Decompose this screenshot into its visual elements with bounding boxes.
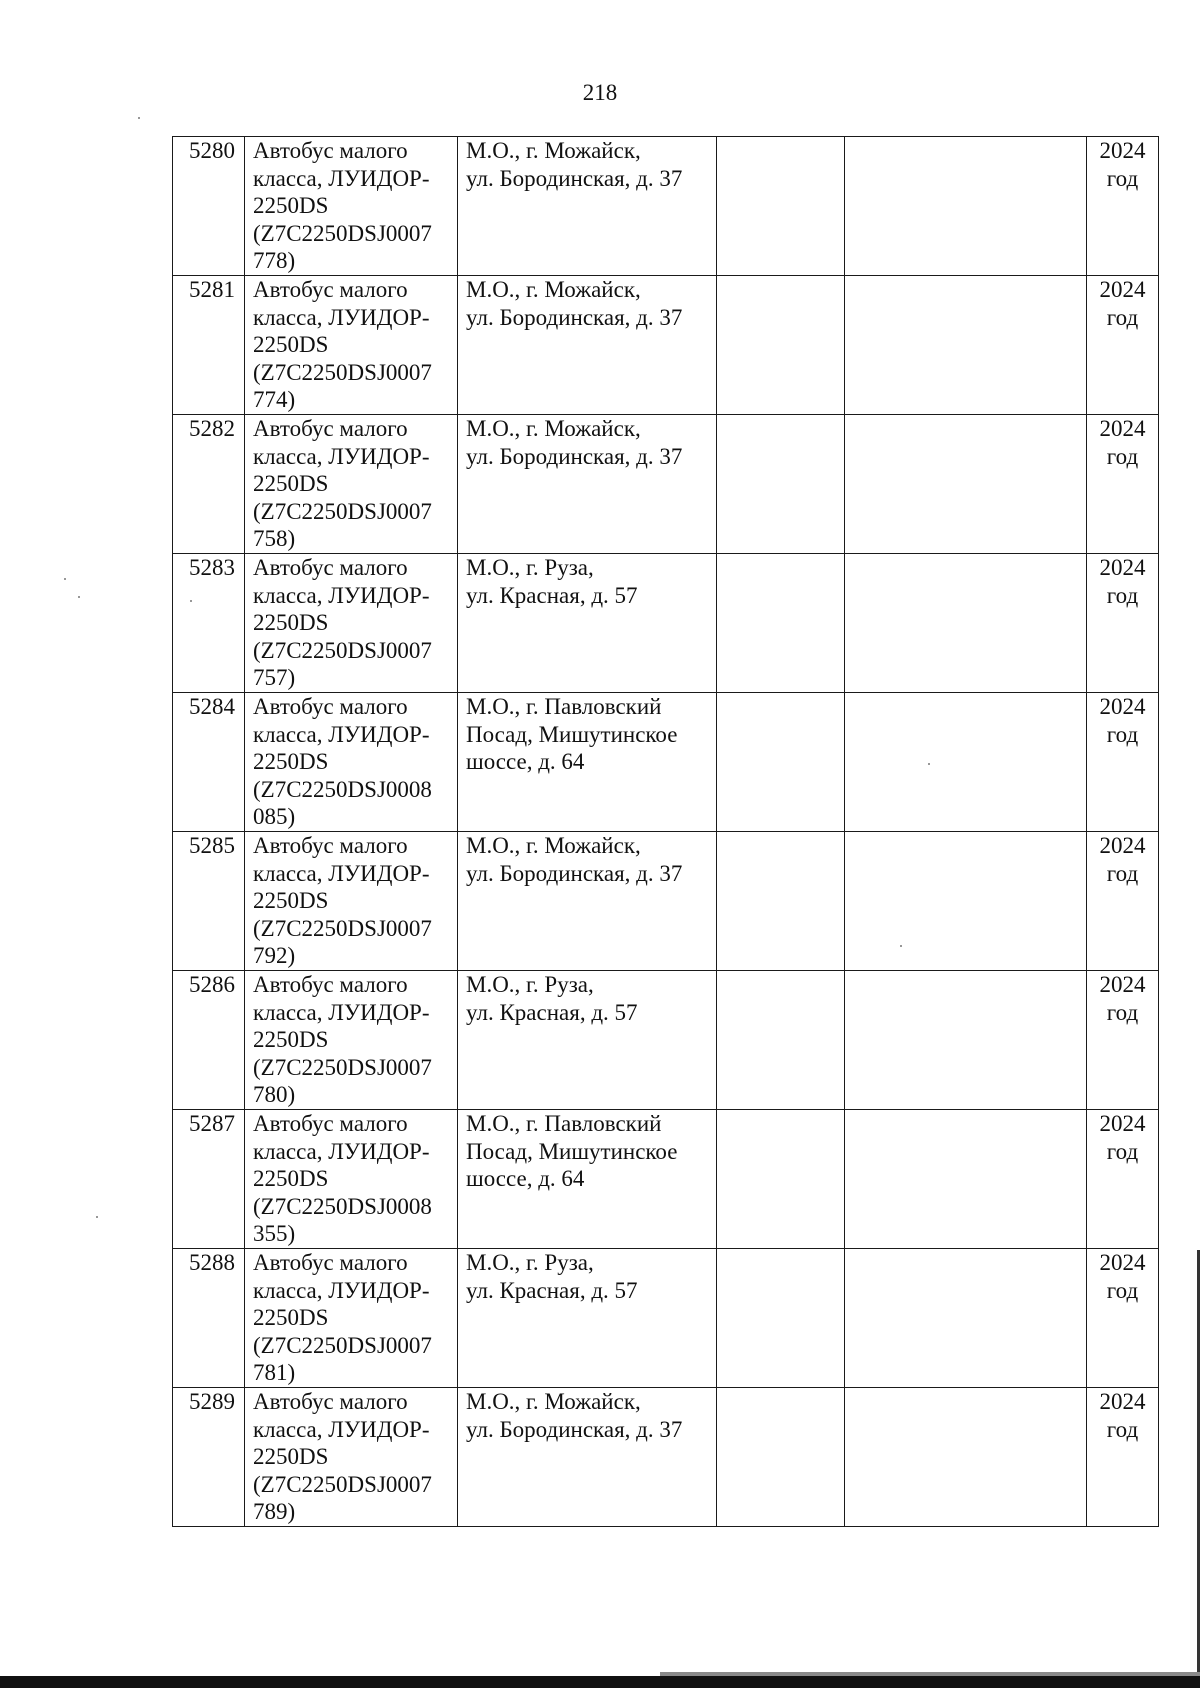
- year-line: 2024: [1099, 555, 1146, 580]
- row-number-cell: [173, 693, 245, 832]
- empty-cell: [845, 693, 1087, 832]
- empty-cell: [845, 554, 1087, 693]
- row-number-cell: [173, 971, 245, 1110]
- row-number-cell: [173, 832, 245, 971]
- year-cell: [1087, 415, 1159, 554]
- vehicle-name-line: (Z7C2250DSJ0007: [253, 1054, 432, 1080]
- vehicle-name-line: Автобус малого: [253, 972, 408, 997]
- vehicle-name-line: класса, ЛУИДОР-: [253, 582, 430, 608]
- year-cell: [1087, 1388, 1159, 1527]
- vehicle-name-line: 2250DS: [253, 749, 329, 774]
- vehicle-name-line: 355): [253, 1221, 296, 1246]
- address-line: ул. Бородинская, д. 37: [466, 860, 683, 886]
- address-line: ул. Бородинская, д. 37: [466, 443, 683, 469]
- year-line: год: [1106, 721, 1139, 747]
- table-row: [173, 971, 1159, 1110]
- address-line: М.О., г. Павловский: [466, 694, 662, 719]
- row-number-cell: [173, 137, 245, 276]
- address-cell: [458, 1249, 717, 1388]
- year-line: год: [1106, 1277, 1139, 1303]
- address-line: ул. Красная, д. 57: [466, 999, 638, 1025]
- vehicle-name-line: Автобус малого: [253, 833, 408, 858]
- address-line: шоссе, д. 64: [466, 749, 585, 774]
- row-number-cell: [173, 1388, 245, 1527]
- address-cell: [458, 415, 717, 554]
- vehicle-register-table: [172, 136, 1159, 1527]
- vehicle-name-line: (Z7C2250DSJ0007: [253, 498, 432, 524]
- vehicle-name-cell: [245, 1110, 458, 1249]
- address-line: М.О., г. Можайск,: [466, 1389, 641, 1414]
- address-line: М.О., г. Руза,: [466, 1250, 594, 1275]
- row-number: 5289: [189, 1389, 235, 1414]
- table-body: [173, 137, 1159, 1527]
- address-cell: [458, 693, 717, 832]
- table-row: [173, 1249, 1159, 1388]
- empty-cell: [845, 137, 1087, 276]
- vehicle-name-cell: [245, 1249, 458, 1388]
- table-row: [173, 276, 1159, 415]
- address-line: М.О., г. Павловский: [466, 1111, 662, 1136]
- empty-cell: [717, 1388, 845, 1527]
- empty-cell: [845, 276, 1087, 415]
- year-line: год: [1106, 443, 1139, 469]
- vehicle-name-line: Автобус малого: [253, 1111, 408, 1136]
- vehicle-name-line: (Z7C2250DSJ0008: [253, 1193, 432, 1219]
- table-row: [173, 415, 1159, 554]
- row-number: 5286: [189, 972, 235, 997]
- year-line: год: [1106, 999, 1139, 1025]
- vehicle-name-line: класса, ЛУИДОР-: [253, 165, 430, 191]
- vehicle-name-line: класса, ЛУИДОР-: [253, 1416, 430, 1442]
- scan-speck: [928, 763, 930, 765]
- year-line: год: [1106, 304, 1139, 330]
- row-number-cell: [173, 276, 245, 415]
- year-cell: [1087, 693, 1159, 832]
- empty-cell: [717, 276, 845, 415]
- scan-speck: [78, 596, 80, 598]
- year-line: 2024: [1099, 833, 1146, 858]
- vehicle-name-line: (Z7C2250DSJ0007: [253, 359, 432, 385]
- year-cell: [1087, 276, 1159, 415]
- vehicle-name-line: 757): [253, 665, 296, 690]
- vehicle-name-line: 2250DS: [253, 332, 329, 357]
- year-line: 2024: [1099, 277, 1146, 302]
- empty-cell: [845, 1249, 1087, 1388]
- vehicle-name-cell: [245, 137, 458, 276]
- row-number-cell: [173, 554, 245, 693]
- vehicle-name-line: (Z7C2250DSJ0007: [253, 637, 432, 663]
- vehicle-name-line: (Z7C2250DSJ0007: [253, 915, 432, 941]
- empty-cell: [845, 832, 1087, 971]
- address-line: М.О., г. Руза,: [466, 972, 594, 997]
- address-cell: [458, 554, 717, 693]
- year-line: год: [1106, 1416, 1139, 1442]
- address-line: ул. Бородинская, д. 37: [466, 304, 683, 330]
- row-number: 5281: [189, 277, 235, 302]
- scan-speck: [64, 578, 66, 580]
- year-line: год: [1106, 860, 1139, 886]
- vehicle-name-cell: [245, 971, 458, 1110]
- empty-cell: [717, 415, 845, 554]
- table-row: [173, 693, 1159, 832]
- vehicle-name-line: 2250DS: [253, 193, 329, 218]
- vehicle-name-line: класса, ЛУИДОР-: [253, 721, 430, 747]
- empty-cell: [845, 415, 1087, 554]
- row-number: 5280: [189, 138, 235, 163]
- row-number-cell: [173, 1110, 245, 1249]
- empty-cell: [717, 554, 845, 693]
- address-line: Посад, Мишутинское: [466, 721, 678, 747]
- vehicle-name-line: Автобус малого: [253, 1389, 408, 1414]
- vehicle-name-cell: [245, 1388, 458, 1527]
- vehicle-name-line: 2250DS: [253, 1305, 329, 1330]
- table-row: [173, 1110, 1159, 1249]
- year-line: 2024: [1099, 1389, 1146, 1414]
- vehicle-name-line: Автобус малого: [253, 138, 408, 163]
- year-line: 2024: [1099, 416, 1146, 441]
- vehicle-name-line: класса, ЛУИДОР-: [253, 1138, 430, 1164]
- row-number: 5287: [189, 1111, 235, 1136]
- table-row: [173, 137, 1159, 276]
- vehicle-name-line: класса, ЛУИДОР-: [253, 443, 430, 469]
- empty-cell: [845, 1388, 1087, 1527]
- address-cell: [458, 1110, 717, 1249]
- address-line: ул. Красная, д. 57: [466, 582, 638, 608]
- table-row: [173, 1388, 1159, 1527]
- vehicle-name-cell: [245, 693, 458, 832]
- vehicle-name-line: (Z7C2250DSJ0008: [253, 776, 432, 802]
- address-line: М.О., г. Можайск,: [466, 277, 641, 302]
- empty-cell: [717, 1110, 845, 1249]
- row-number: 5283: [189, 555, 235, 580]
- year-cell: [1087, 832, 1159, 971]
- year-cell: [1087, 554, 1159, 693]
- vehicle-name-line: 780): [253, 1082, 296, 1107]
- row-number: 5284: [189, 694, 235, 719]
- vehicle-name-line: 778): [253, 248, 296, 273]
- address-cell: [458, 1388, 717, 1527]
- year-line: 2024: [1099, 138, 1146, 163]
- year-cell: [1087, 1249, 1159, 1388]
- page-number: 218: [582, 80, 618, 105]
- address-line: М.О., г. Руза,: [466, 555, 594, 580]
- scan-bottom-border: [0, 1676, 1200, 1688]
- vehicle-name-cell: [245, 415, 458, 554]
- vehicle-name-line: (Z7C2250DSJ0007: [253, 220, 432, 246]
- vehicle-name-line: (Z7C2250DSJ0007: [253, 1332, 432, 1358]
- address-line: М.О., г. Можайск,: [466, 833, 641, 858]
- table-row: [173, 832, 1159, 971]
- scan-speck: [900, 945, 902, 947]
- address-line: Посад, Мишутинское: [466, 1138, 678, 1164]
- vehicle-name-line: Автобус малого: [253, 555, 408, 580]
- year-cell: [1087, 1110, 1159, 1249]
- empty-cell: [717, 137, 845, 276]
- scan-speck: [96, 1216, 98, 1218]
- year-line: год: [1106, 165, 1139, 191]
- vehicle-name-line: Автобус малого: [253, 1250, 408, 1275]
- table-row: [173, 554, 1159, 693]
- address-line: М.О., г. Можайск,: [466, 416, 641, 441]
- vehicle-name-line: 2250DS: [253, 1027, 329, 1052]
- year-line: год: [1106, 582, 1139, 608]
- address-cell: [458, 971, 717, 1110]
- vehicle-name-line: Автобус малого: [253, 694, 408, 719]
- vehicle-name-line: класса, ЛУИДОР-: [253, 860, 430, 886]
- empty-cell: [717, 971, 845, 1110]
- vehicle-name-line: 789): [253, 1499, 296, 1524]
- row-number: 5282: [189, 416, 235, 441]
- vehicle-name-line: 774): [253, 387, 296, 412]
- address-line: ул. Бородинская, д. 37: [466, 1416, 683, 1442]
- vehicle-name-line: класса, ЛУИДОР-: [253, 304, 430, 330]
- scan-speck: [138, 117, 140, 119]
- empty-cell: [717, 1249, 845, 1388]
- scan-speck: [190, 600, 192, 602]
- vehicle-name-line: 2250DS: [253, 610, 329, 635]
- year-line: 2024: [1099, 1111, 1146, 1136]
- vehicle-name-line: (Z7C2250DSJ0007: [253, 1471, 432, 1497]
- row-number-cell: [173, 1249, 245, 1388]
- address-line: ул. Бородинская, д. 37: [466, 165, 683, 191]
- vehicle-name-line: 2250DS: [253, 471, 329, 496]
- vehicle-name-line: 2250DS: [253, 1444, 329, 1469]
- vehicle-name-line: 781): [253, 1360, 296, 1385]
- address-cell: [458, 832, 717, 971]
- vehicle-name-line: 758): [253, 526, 296, 551]
- year-cell: [1087, 971, 1159, 1110]
- year-line: год: [1106, 1138, 1139, 1164]
- vehicle-name-line: Автобус малого: [253, 277, 408, 302]
- address-cell: [458, 137, 717, 276]
- row-number: 5285: [189, 833, 235, 858]
- vehicle-name-line: 792): [253, 943, 296, 968]
- empty-cell: [717, 693, 845, 832]
- address-line: шоссе, д. 64: [466, 1166, 585, 1191]
- vehicle-name-cell: [245, 276, 458, 415]
- vehicle-name-line: Автобус малого: [253, 416, 408, 441]
- empty-cell: [845, 1110, 1087, 1249]
- empty-cell: [845, 971, 1087, 1110]
- vehicle-name-line: 2250DS: [253, 888, 329, 913]
- address-line: М.О., г. Можайск,: [466, 138, 641, 163]
- year-line: 2024: [1099, 694, 1146, 719]
- year-line: 2024: [1099, 1250, 1146, 1275]
- vehicle-name-cell: [245, 554, 458, 693]
- vehicle-name-line: 085): [253, 804, 296, 829]
- address-cell: [458, 276, 717, 415]
- year-line: 2024: [1099, 972, 1146, 997]
- vehicle-name-cell: [245, 832, 458, 971]
- address-line: ул. Красная, д. 57: [466, 1277, 638, 1303]
- year-cell: [1087, 137, 1159, 276]
- vehicle-name-line: класса, ЛУИДОР-: [253, 999, 430, 1025]
- empty-cell: [717, 832, 845, 971]
- row-number-cell: [173, 415, 245, 554]
- row-number: 5288: [189, 1250, 235, 1275]
- vehicle-name-line: 2250DS: [253, 1166, 329, 1191]
- vehicle-name-line: класса, ЛУИДОР-: [253, 1277, 430, 1303]
